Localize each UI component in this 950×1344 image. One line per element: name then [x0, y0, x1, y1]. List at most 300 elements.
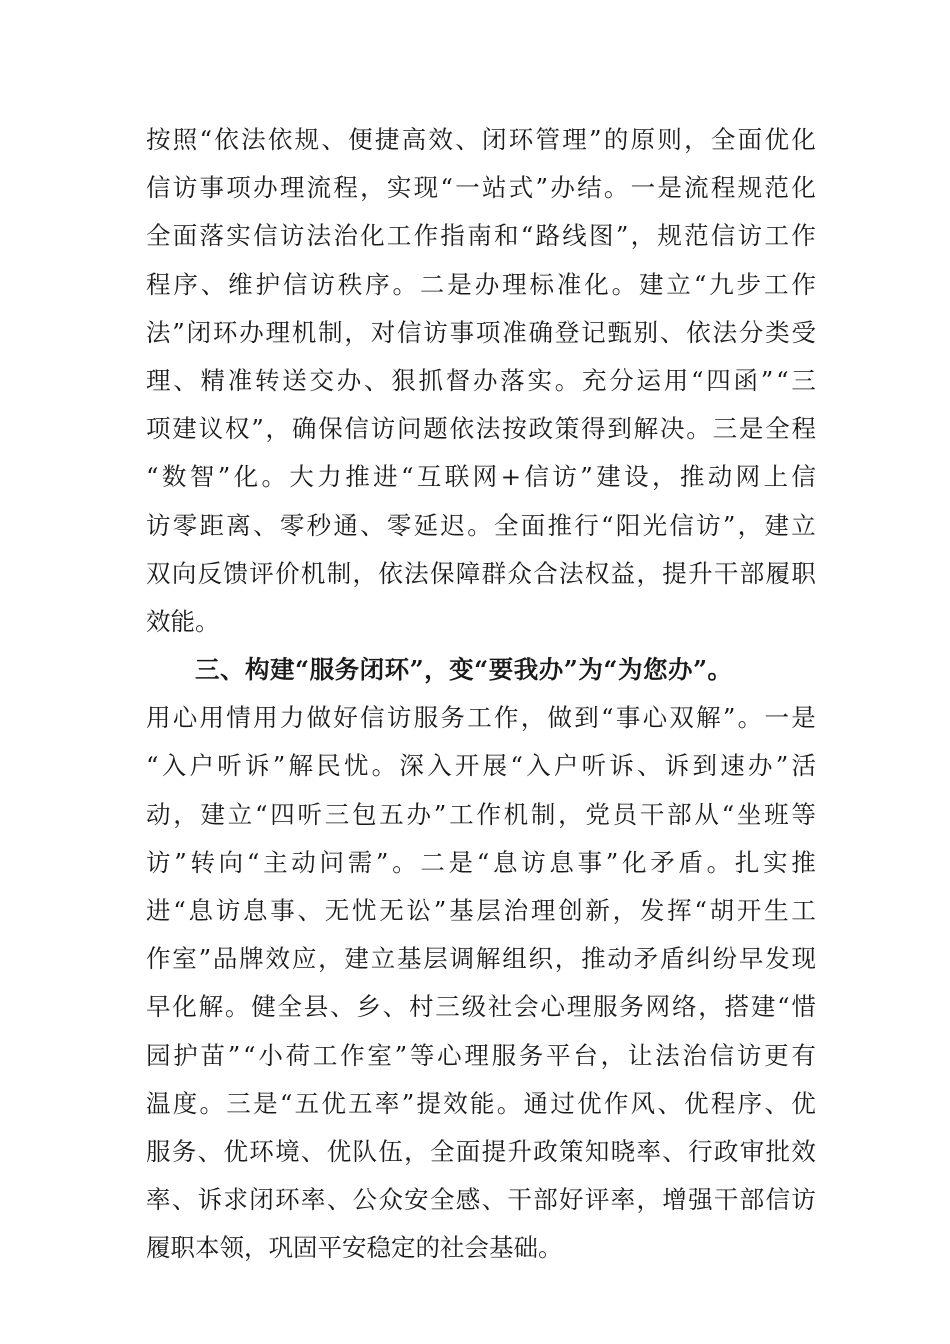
glyph: 实: [763, 847, 788, 877]
glyph: 环: [249, 1136, 274, 1166]
glyph: 用: [199, 703, 225, 733]
glyph: 信: [282, 269, 308, 299]
glyph: 规: [737, 173, 763, 203]
glyph: “: [693, 269, 707, 299]
glyph: ，: [558, 799, 583, 829]
glyph: 作: [603, 1088, 629, 1118]
glyph: ，: [318, 944, 343, 974]
glyph: 图: [589, 221, 614, 251]
glyph: 干: [639, 799, 665, 829]
glyph: ，: [612, 896, 638, 925]
glyph: 、: [326, 1185, 352, 1215]
glyph: 度: [172, 1088, 198, 1118]
glyph: 机: [291, 317, 317, 347]
glyph: 民: [316, 751, 341, 781]
glyph: 服: [593, 992, 618, 1022]
glyph: 开: [736, 896, 762, 925]
glyph: 需: [347, 847, 373, 877]
glyph: 面: [520, 510, 546, 540]
glyph: 好: [333, 703, 358, 733]
glyph: 权: [224, 414, 250, 444]
glyph: 早: [738, 944, 764, 974]
glyph: 结: [577, 173, 602, 203]
glyph: 包: [352, 799, 377, 829]
glyph: 规: [657, 221, 682, 251]
glyph: 。: [603, 173, 629, 203]
glyph: 工: [467, 703, 492, 733]
glyph: 工: [386, 221, 412, 251]
glyph: 别: [633, 317, 659, 347]
glyph: 设: [624, 462, 649, 492]
glyph: 确: [291, 414, 317, 444]
glyph: 实: [527, 365, 552, 395]
glyph: 伍: [378, 1136, 403, 1166]
glyph: 是: [447, 269, 472, 299]
glyph: 光: [642, 510, 668, 540]
glyph: 办: [253, 173, 278, 203]
glyph: 社: [487, 992, 513, 1022]
glyph: “: [279, 1088, 293, 1118]
glyph: “: [694, 896, 707, 925]
glyph: 式: [508, 173, 534, 203]
glyph: 信: [524, 462, 549, 492]
glyph: 智: [189, 462, 215, 492]
glyph: ，: [600, 1040, 626, 1070]
glyph: 调: [449, 944, 475, 974]
glyph: 进: [146, 896, 171, 925]
glyph: 员: [612, 799, 638, 829]
glyph: 过: [550, 1088, 575, 1118]
glyph: 部: [739, 1185, 765, 1215]
glyph: 作: [791, 221, 816, 251]
glyph: 会: [514, 992, 539, 1022]
glyph: 问: [397, 414, 422, 444]
glyph: 荷: [285, 1040, 311, 1070]
glyph: 、: [321, 125, 346, 154]
glyph: 闭: [481, 125, 507, 154]
glyph: 息: [188, 896, 214, 925]
glyph: 办: [550, 173, 575, 203]
glyph: 室: [367, 1040, 392, 1070]
glyph: “: [146, 462, 159, 492]
glyph: 零: [172, 510, 198, 540]
glyph: 交: [309, 365, 334, 395]
glyph: 信: [709, 1040, 735, 1070]
glyph: 题: [423, 414, 448, 444]
glyph: 流: [306, 173, 332, 203]
glyph: 、: [481, 1185, 507, 1215]
glyph: 馈: [223, 558, 248, 588]
glyph: 程: [710, 173, 736, 203]
text-line: [146, 839, 816, 887]
glyph: 是: [448, 847, 474, 877]
glyph: 上: [763, 462, 789, 492]
glyph: 诉: [244, 751, 270, 781]
text-line: [146, 887, 816, 935]
glyph: 法: [146, 317, 171, 347]
glyph: 距: [199, 510, 225, 540]
glyph: 听: [217, 751, 242, 781]
glyph: 的: [603, 125, 629, 154]
glyph: 进: [373, 462, 398, 492]
glyph: ，: [636, 1185, 661, 1215]
glyph: 事: [615, 703, 641, 733]
glyph: 依: [686, 317, 711, 347]
glyph: 访: [172, 173, 198, 203]
glyph: 层: [423, 944, 448, 974]
text-line: [146, 1080, 816, 1128]
glyph: 到: [574, 703, 599, 733]
glyph: 指: [440, 221, 465, 251]
glyph: 三: [712, 414, 738, 444]
glyph: 四: [270, 799, 295, 829]
glyph: 率: [636, 1136, 661, 1166]
glyph: 、: [330, 992, 355, 1022]
glyph: ”: [401, 1088, 415, 1118]
glyph: 络: [671, 992, 697, 1022]
glyph: 干: [713, 1185, 739, 1215]
glyph: 照: [172, 125, 198, 154]
text-line: [146, 935, 816, 983]
glyph: 落: [500, 365, 525, 395]
glyph: 闭: [249, 1185, 274, 1215]
glyph: ”: [615, 221, 629, 251]
glyph: 率: [146, 1185, 171, 1215]
glyph: 建: [344, 944, 369, 974]
glyph: ，: [630, 221, 656, 251]
glyph: 范: [764, 173, 789, 203]
glyph: 全: [146, 221, 171, 251]
text-line: [146, 742, 816, 790]
glyph: 反: [197, 558, 223, 588]
glyph: 深: [399, 751, 424, 781]
text-line: 效能。: [146, 606, 220, 636]
glyph: 务: [440, 703, 465, 733]
glyph: 依: [267, 125, 293, 154]
glyph: 牌: [239, 944, 264, 974]
glyph: 建: [172, 414, 197, 444]
glyph: 用: [663, 365, 689, 395]
glyph: 理: [279, 173, 305, 203]
glyph: 访: [552, 462, 577, 492]
glyph: 信: [765, 1185, 790, 1215]
glyph: 访: [736, 1040, 762, 1070]
glyph: 全: [429, 1185, 455, 1215]
glyph: 新: [585, 896, 610, 925]
glyph: 环: [508, 125, 534, 154]
glyph: 化: [584, 269, 609, 299]
glyph: 访: [146, 510, 171, 540]
glyph: ”: [174, 847, 187, 877]
glyph: 站: [481, 173, 507, 203]
glyph: 立: [791, 510, 816, 540]
glyph: 众: [378, 1185, 403, 1215]
glyph: 入: [427, 751, 452, 781]
glyph: 秩: [337, 269, 363, 299]
glyph: ”: [605, 847, 619, 877]
glyph: 四: [706, 365, 731, 395]
glyph: 干: [507, 1185, 532, 1215]
glyph: 依: [378, 558, 403, 588]
glyph: 、: [657, 1088, 682, 1118]
glyph: 实: [226, 221, 251, 251]
glyph: 工: [764, 221, 789, 251]
glyph: “: [777, 992, 790, 1022]
glyph: 信: [791, 462, 816, 492]
glyph: 忧: [343, 751, 369, 781]
text-line: [146, 212, 816, 260]
glyph: 网: [735, 462, 761, 492]
glyph: ，: [554, 944, 580, 974]
glyph: 、: [197, 1136, 223, 1166]
text-line: [146, 164, 816, 212]
glyph: 事: [199, 173, 225, 203]
glyph: 捷: [374, 125, 400, 154]
glyph: 主: [263, 847, 288, 877]
glyph: 迟: [440, 510, 465, 540]
text-line: [146, 550, 816, 598]
glyph: 动: [146, 799, 171, 829]
glyph: ”: [433, 799, 447, 829]
glyph: ”: [535, 173, 549, 203]
glyph: 听: [297, 799, 323, 829]
glyph: 送: [282, 365, 307, 395]
glyph: 面: [172, 221, 198, 251]
glyph: 用: [253, 703, 278, 733]
glyph: 动: [607, 944, 632, 974]
glyph: 全: [710, 125, 736, 154]
glyph: 矛: [650, 847, 675, 877]
glyph: 推: [345, 462, 370, 492]
glyph: 办: [473, 365, 498, 395]
glyph: 安: [404, 1185, 429, 1215]
glyph: 零: [279, 510, 305, 540]
paragraph-flow-optimization: [146, 116, 816, 646]
glyph: “: [199, 125, 213, 154]
glyph: 县: [303, 992, 329, 1022]
glyph: ，: [344, 317, 369, 347]
glyph: 办: [474, 269, 500, 299]
glyph: 推: [581, 944, 606, 974]
glyph: 零: [386, 510, 412, 540]
glyph: 治: [503, 896, 529, 925]
glyph: 狠: [391, 365, 416, 395]
glyph: 分: [738, 317, 764, 347]
glyph: 双: [146, 558, 171, 588]
glyph: ”: [227, 1040, 241, 1070]
glyph: 队: [352, 1136, 377, 1166]
glyph: 价: [275, 558, 300, 588]
glyph: 项: [226, 173, 251, 203]
glyph: 二: [419, 269, 445, 299]
glyph: 工: [449, 799, 474, 829]
glyph: 应: [291, 944, 317, 974]
glyph: 记: [581, 317, 606, 347]
glyph: 立: [666, 269, 691, 299]
glyph: 访: [737, 221, 763, 251]
glyph: 温: [146, 1088, 171, 1118]
text-line: [146, 357, 816, 405]
glyph: 访: [696, 510, 721, 540]
glyph: 班: [764, 799, 789, 829]
glyph: 化: [791, 173, 816, 203]
glyph: 动: [707, 462, 733, 492]
glyph: 项: [475, 317, 501, 347]
glyph: 理: [566, 992, 592, 1022]
glyph: 按: [502, 414, 527, 444]
glyph: 访: [279, 221, 305, 251]
glyph: 。: [261, 462, 287, 492]
glyph: 工: [764, 269, 789, 299]
glyph: 信: [710, 221, 736, 251]
glyph: 事: [577, 847, 603, 877]
glyph: 充: [582, 365, 607, 395]
glyph: 函: [733, 365, 759, 395]
glyph: 小: [258, 1040, 283, 1070]
glyph: 序: [737, 1088, 763, 1118]
glyph: 九: [709, 269, 734, 299]
glyph: 作: [791, 269, 816, 299]
glyph: 保: [318, 414, 343, 444]
glyph: 化: [233, 462, 259, 492]
glyph: 率: [374, 1088, 400, 1118]
glyph: ，: [698, 992, 723, 1022]
glyph: 运: [636, 365, 661, 395]
text-line: [146, 116, 816, 164]
glyph: ，: [520, 703, 546, 733]
glyph: 访: [423, 317, 448, 347]
glyph: 履: [765, 558, 790, 588]
glyph: 对: [370, 317, 396, 347]
glyph: 实: [386, 173, 412, 203]
glyph: 效: [791, 1136, 816, 1166]
glyph: 机: [503, 799, 529, 829]
glyph: 议: [198, 414, 224, 444]
glyph: 。: [392, 847, 417, 877]
glyph: 活: [791, 751, 816, 781]
glyph: 理: [502, 269, 527, 299]
glyph: “: [146, 751, 159, 781]
glyph: 全: [277, 992, 302, 1022]
glyph: 法: [404, 558, 429, 588]
text-line: [146, 1176, 816, 1224]
glyph: 有: [791, 1040, 816, 1070]
glyph: 确: [528, 317, 553, 347]
glyph: 依: [449, 414, 475, 444]
glyph: 提: [481, 1136, 507, 1166]
glyph: 组: [502, 944, 527, 974]
glyph: 园: [146, 1040, 171, 1070]
glyph: 听: [581, 751, 607, 781]
glyph: 提: [416, 1088, 441, 1118]
glyph: “: [776, 365, 789, 395]
glyph: 离: [226, 510, 251, 540]
glyph: ”: [198, 944, 212, 974]
glyph: 作: [340, 1040, 365, 1070]
glyph: 信: [360, 703, 385, 733]
glyph: 、: [297, 896, 323, 925]
glyph: 基: [397, 944, 422, 974]
glyph: 现: [413, 173, 439, 203]
glyph: 管: [535, 125, 561, 154]
glyph: 流: [684, 173, 709, 203]
glyph: 发: [765, 944, 790, 974]
glyph: 立: [370, 944, 396, 974]
glyph: 分: [609, 365, 634, 395]
glyph: 层: [476, 896, 501, 925]
glyph: 信: [146, 173, 171, 203]
glyph: 。: [371, 751, 397, 781]
glyph: 更: [764, 1040, 789, 1070]
glyph: 高: [401, 125, 427, 154]
glyph: 全: [765, 414, 790, 444]
glyph: 级: [461, 992, 487, 1022]
glyph: 展: [482, 751, 508, 781]
glyph: 。: [737, 703, 763, 733]
glyph: 向: [218, 847, 244, 877]
glyph: 一: [630, 173, 656, 203]
glyph: 、: [764, 1088, 789, 1118]
glyph: 基: [449, 896, 474, 925]
glyph: 访: [791, 1185, 816, 1215]
glyph: 访: [370, 414, 396, 444]
glyph: 做: [547, 703, 572, 733]
glyph: 通: [523, 1088, 549, 1118]
glyph: ，: [173, 799, 198, 829]
glyph: ”: [760, 365, 774, 395]
glyph: 访: [215, 896, 241, 925]
glyph: 访: [146, 847, 171, 877]
glyph: 群: [481, 558, 507, 588]
text-line: [146, 791, 816, 839]
glyph: 发: [639, 896, 665, 925]
glyph: 序: [173, 269, 198, 299]
glyph: ，: [352, 558, 377, 588]
glyph: 准: [227, 365, 253, 395]
glyph: 访: [310, 269, 335, 299]
glyph: 序: [365, 269, 390, 299]
glyph: 风: [630, 1088, 656, 1118]
glyph: “: [246, 847, 260, 877]
glyph: 是: [253, 1088, 278, 1118]
glyph: 心: [642, 703, 668, 733]
glyph: 优: [791, 1088, 816, 1118]
glyph: ”: [172, 317, 185, 347]
glyph: 工: [312, 1040, 338, 1070]
glyph: 务: [619, 992, 644, 1022]
glyph: 部: [667, 799, 692, 829]
glyph: 效: [428, 125, 453, 154]
glyph: 忧: [352, 896, 377, 925]
glyph: 一: [764, 703, 789, 733]
glyph: 是: [738, 414, 764, 444]
glyph: 范: [684, 221, 709, 251]
glyph: ”: [217, 462, 231, 492]
glyph: 是: [657, 173, 682, 203]
glyph: 机: [300, 558, 326, 588]
glyph: 访: [521, 847, 546, 877]
glyph: 等: [791, 799, 816, 829]
glyph: ”: [272, 751, 286, 781]
glyph: 息: [243, 896, 268, 925]
glyph: 品: [212, 944, 238, 974]
glyph: 策: [559, 1136, 584, 1166]
glyph: 心: [172, 703, 198, 733]
glyph: 五: [379, 799, 404, 829]
glyph: 办: [406, 799, 432, 829]
glyph: ”: [580, 462, 593, 492]
glyph: 。: [611, 269, 637, 299]
